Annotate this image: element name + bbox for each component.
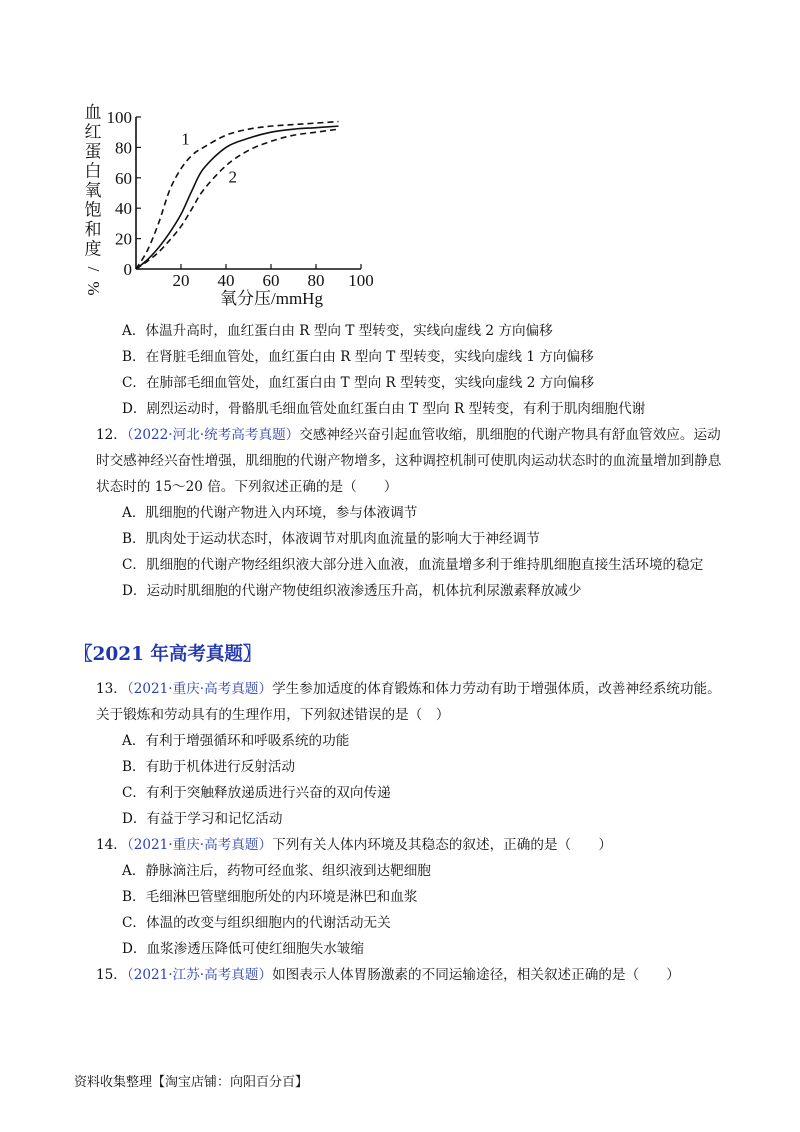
y-tick-label: 40 — [115, 199, 132, 219]
y-tick-label: 80 — [115, 138, 132, 158]
q11-option-d: D．剧烈运动时，骨骼肌毛细血管处血红蛋白由 T 型向 R 型转变，有利于肌肉细胞代谢 — [122, 401, 646, 417]
y-axis-title-char: 和 — [84, 220, 102, 239]
q12-stem-line1 — [96, 426, 721, 444]
q13-option-b: B．有助于机体进行反射活动 — [122, 759, 296, 775]
q13-stem-line2: 关于锻炼和劳动具有的生理作用，下列叙述错误的是（ ） — [96, 707, 450, 723]
q15-source: （2021·江苏·高考真题） — [126, 967, 273, 983]
y-axis-title — [84, 103, 103, 296]
q14-source: （2021·重庆·高考真题） — [126, 837, 273, 853]
y-axis-title-char: 白 — [84, 161, 102, 181]
y-tick-label: 0 — [123, 260, 132, 279]
q14-option-a: A．静脉滴注后，药物可经血浆、组织液到达靶细胞 — [122, 863, 431, 879]
x-tick-label: 60 — [262, 271, 280, 290]
q12-option-c: C．肌细胞的代谢产物经组织液大部分进入血液，血流量增多利于维持肌细胞直接生活环境的稳定 — [122, 557, 704, 573]
q14-stem-line1 — [96, 836, 612, 854]
q13-source: （2021·重庆·高考真题） — [126, 681, 273, 697]
q13-stem-text: 学生参加适度的体育锻炼和体力劳动有助于增强体质，改善神经系统功能。 — [272, 681, 721, 697]
series-label-1: 1 — [181, 129, 190, 149]
q12-stem-line3: 状态时的 15～20 倍。下列叙述正确的是（ ） — [96, 479, 398, 495]
oxygen-saturation-chart — [80, 100, 390, 315]
section-heading: 〖2021 年高考真题〗 — [74, 644, 262, 665]
x-tick-label: 100 — [348, 271, 374, 290]
q15-stem-text: 如图表示人体胃肠激素的不同运输途径，相关叙述正确的是（ ） — [272, 967, 680, 983]
x-axis-title: 氧分压/mmHg — [220, 289, 323, 308]
q13-option-a: A．有利于增强循环和呼吸系统的功能 — [122, 733, 350, 749]
q12-option-d: D．运动时肌细胞的代谢产物使组织液渗透压升高，机体抗利尿激素释放减少 — [122, 583, 582, 599]
q14-stem-text: 下列有关人体内环境及其稳态的叙述，正确的是（ ） — [272, 837, 612, 853]
q14-option-d: D．血浆渗透压降低可使红细胞失水皱缩 — [122, 941, 364, 957]
y-axis-title-char: 血 — [84, 103, 102, 122]
y-axis-title-char: 蛋 — [84, 142, 102, 161]
q11-option-c: C．在肺部毛细血管处，血红蛋白由 T 型向 R 型转变，实线向虚线 2 方向偏移 — [122, 375, 595, 391]
q11-option-a: A．体温升高时，血红蛋白由 R 型向 T 型转变，实线向虚线 2 方向偏移 — [122, 323, 553, 339]
q14-option-b: B．毛细淋巴管壁细胞所处的内环境是淋巴和血浆 — [122, 889, 418, 905]
q12-stem-line2: 时交感神经兴奋性增强，肌细胞的代谢产物增多，这种调控机制可使肌肉运动状态时的血流量增加到静息 — [96, 453, 722, 469]
q15-number: 15． — [96, 967, 127, 983]
q12-option-b: B．肌肉处于运动状态时，体液调节对肌肉血流量的影响大于神经调节 — [122, 531, 540, 547]
x-tick-label: 20 — [172, 271, 190, 290]
y-axis-title-char: 氧 — [84, 181, 102, 200]
q13-stem-line1 — [96, 680, 721, 698]
q15-stem-line1 — [96, 966, 680, 984]
q13-option-c: C．有利于突触释放递质进行兴奋的双向传递 — [122, 785, 391, 801]
series-line-2 — [136, 126, 339, 269]
q12-number: 12． — [96, 427, 127, 443]
x-tick-label: 80 — [307, 271, 325, 290]
q11-option-b: B．在肾脏毛细血管处，血红蛋白由 R 型向 T 型转变，实线向虚线 1 方向偏移 — [122, 349, 594, 365]
series-line-3 — [136, 129, 339, 269]
series-label-2: 2 — [228, 167, 237, 187]
q14-option-c: C．体温的改变与组织细胞内的代谢活动无关 — [122, 915, 391, 931]
q12-option-a: A．肌细胞的代谢产物进入内环境，参与体液调节 — [122, 505, 418, 521]
y-tick-label: 100 — [106, 108, 132, 127]
q14-number: 14． — [96, 837, 127, 853]
y-tick-label: 20 — [115, 229, 132, 249]
q12-stem-text: 交感神经兴奋引起血管收缩，肌细胞的代谢产物具有舒血管效应。运动 — [299, 427, 721, 443]
y-axis-title-char: 红 — [84, 122, 102, 142]
series-line-1 — [136, 122, 339, 269]
y-axis-title-char: % — [84, 281, 103, 296]
q12-source: （2022·河北·统考高考真题） — [126, 427, 300, 443]
y-axis-title-char: / — [84, 266, 103, 272]
footer-note: 资料收集整理【淘宝店铺：向阳百分百】 — [74, 1075, 309, 1090]
q13-number: 13． — [96, 681, 127, 697]
q13-option-d: D．有益于学习和记忆活动 — [122, 811, 283, 827]
y-axis-title-char: 饱 — [84, 200, 102, 220]
y-tick-label: 60 — [115, 168, 132, 188]
y-axis-title-char: 度 — [84, 239, 102, 259]
x-tick-label: 40 — [217, 271, 235, 290]
